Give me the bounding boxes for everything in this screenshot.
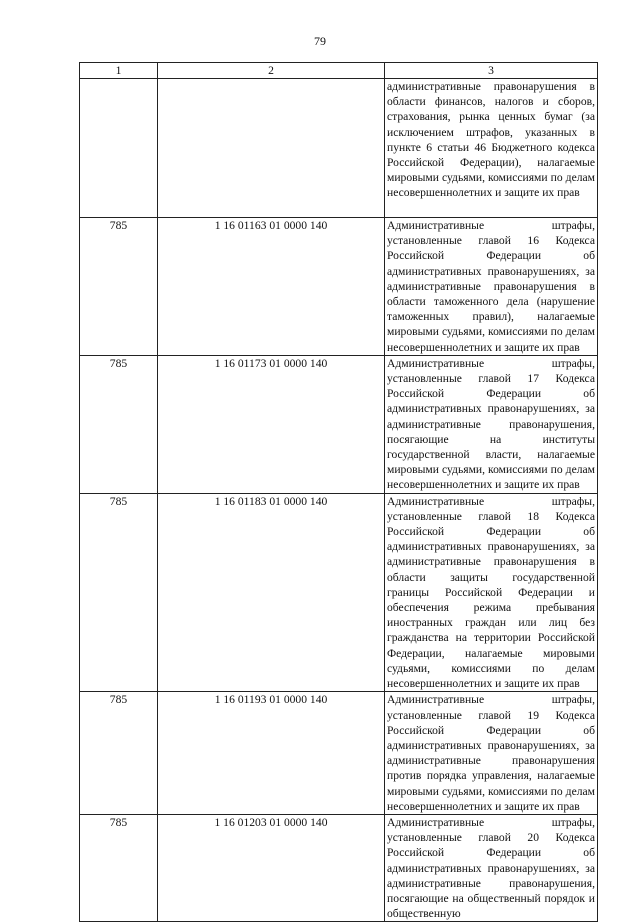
description-cell: Административные штрафы, установленные главой 17 Кодекса Российской Федерации об административных правонарушениях, за административные правонарушения, посягающие на институты государственной власти, налагаемые мировыми судьями, комиссиями по делам несовершеннолетних и защите их прав xyxy=(385,355,598,493)
column-header-3: 3 xyxy=(385,63,598,79)
kbk-cell: 1 16 01193 01 0000 140 xyxy=(158,692,385,815)
kbk-cell: 1 16 01173 01 0000 140 xyxy=(158,355,385,493)
admin-code-cell: 785 xyxy=(80,218,158,356)
kbk-cell: 1 16 01163 01 0000 140 xyxy=(158,218,385,356)
admin-code-cell: 785 xyxy=(80,493,158,692)
table-row xyxy=(80,692,598,815)
description-cell: Административные штрафы, установленные главой 16 Кодекса Российской Федерации об административных правонарушениях, за административные правонарушения в области таможенного дела (нарушение таможенных правил), налагаемые мировыми судьями, комиссиями по делам несовершеннолетних и защите их прав xyxy=(385,218,598,356)
table-row xyxy=(80,79,598,218)
page-number: 79 xyxy=(314,34,326,48)
description-cell: Административные штрафы, установленные главой 20 Кодекса Российской Федерации об административных правонарушениях, за административные правонарушения, посягающие на общественный порядок и общественную xyxy=(385,814,598,921)
admin-code-cell: 785 xyxy=(80,814,158,921)
admin-code-cell: 785 xyxy=(80,692,158,815)
admin-code-cell xyxy=(80,79,158,218)
kbk-cell: 1 16 01183 01 0000 140 xyxy=(158,493,385,692)
table-row xyxy=(80,355,598,493)
column-header-2: 2 xyxy=(158,63,385,79)
table-header-row xyxy=(80,63,598,79)
description-cell: Административные штрафы, установленные главой 18 Кодекса Российской Федерации об административных правонарушениях, за административные правонарушения в области защиты государственной границы Российской Федерации и обеспечения режима пребывания иностранных граждан или лиц без гражданства на территории Российской Федерации, налагаемые мировыми судьями, комиссиями по делам несовершеннолетних и защите их прав xyxy=(385,493,598,692)
table-row xyxy=(80,493,598,692)
kbk-cell xyxy=(158,79,385,218)
table-row xyxy=(80,814,598,921)
admin-code-cell: 785 xyxy=(80,355,158,493)
description-cell: Административные штрафы, установленные главой 19 Кодекса Российской Федерации об административных правонарушениях, за административные правонарушения против порядка управления, налагаемые мировыми судьями, комиссиями по делам несовершеннолетних и защите их прав xyxy=(385,692,598,815)
description-cell: административные правонарушения в области финансов, налогов и сборов, страхования, рынка ценных бумаг (за исключением штрафов, указанных в пункте 6 статьи 46 Бюджетного кодекса Российской Федерации), налагаемые мировыми судьями, комиссиями по делам несовершеннолетних и защите их прав xyxy=(385,79,598,218)
kbk-cell: 1 16 01203 01 0000 140 xyxy=(158,814,385,921)
column-header-1: 1 xyxy=(80,63,158,79)
budget-codes-table xyxy=(79,62,598,922)
table-row xyxy=(80,218,598,356)
